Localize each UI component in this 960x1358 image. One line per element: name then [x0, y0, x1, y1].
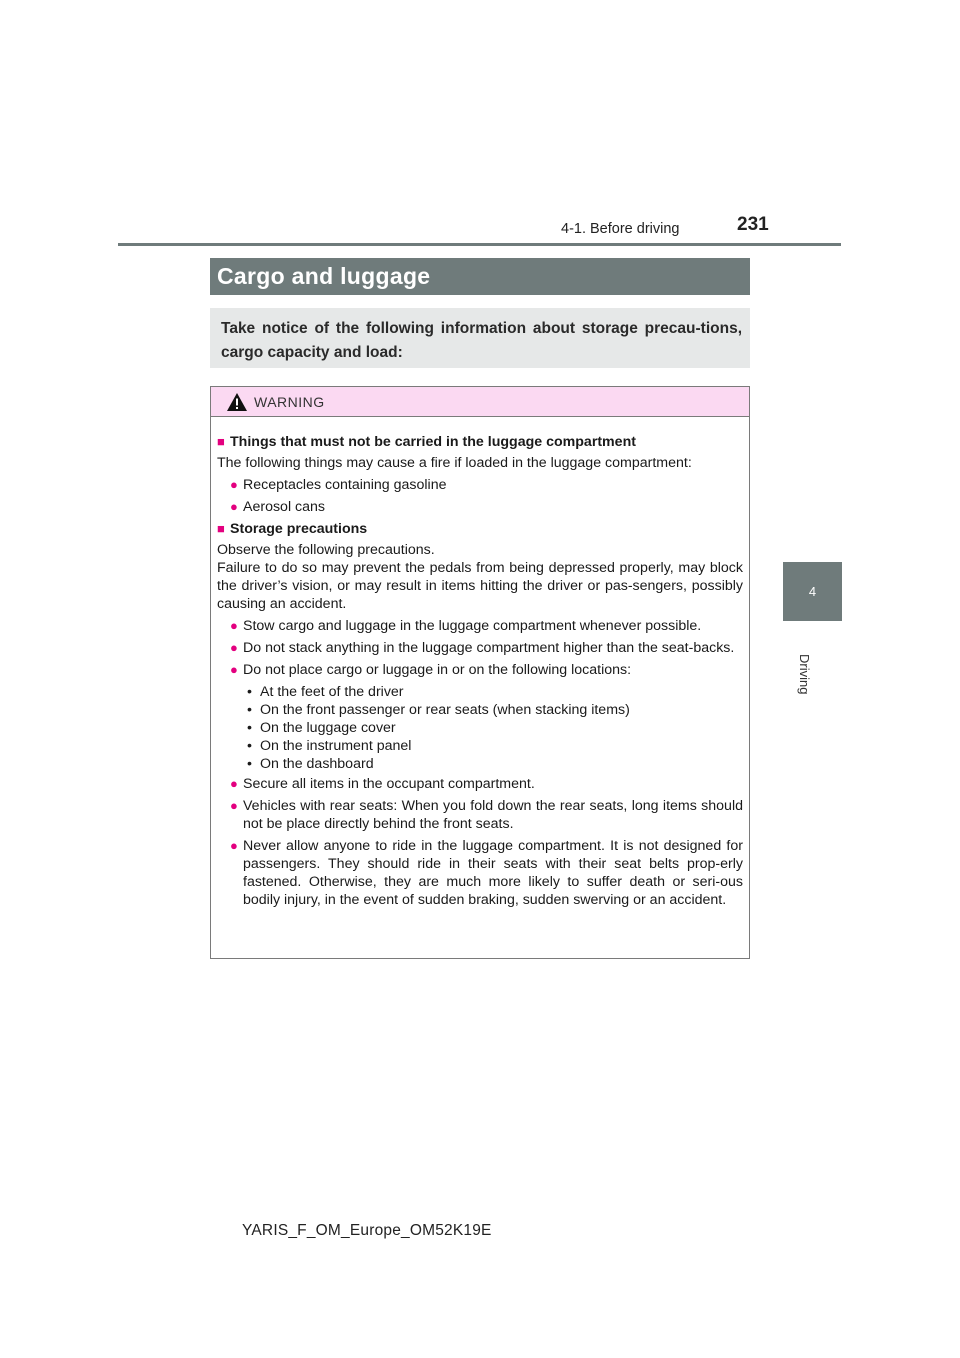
circle-bullet-icon: ●: [230, 640, 238, 655]
intro-text: Take notice of the following information about storage precau-tions, cargo capacity and load:: [221, 320, 742, 361]
paragraph: Failure to do so may prevent the pedals from being depressed properly, may block the driver’s vision, or may result in items hitting the driver or pas-sengers, possibly causing an accident.: [217, 560, 743, 612]
warning-header: [211, 387, 749, 417]
page-title: Cargo and luggage: [210, 258, 750, 295]
sub-list-item: • At the feet of the driver: [247, 684, 404, 700]
warning-body: [211, 417, 749, 909]
list-item: ● Stow cargo and luggage in the luggage compartment whenever possible.: [230, 618, 702, 634]
section-heading: ■ Storage precautions: [217, 521, 368, 537]
sub-list-item: • On the luggage cover: [247, 720, 396, 736]
circle-bullet-icon: ●: [230, 798, 238, 813]
intro-box: [210, 308, 750, 368]
list-item: ● Receptacles containing gasoline: [230, 477, 447, 493]
paragraph: The following things may cause a fire if loaded in the luggage compartment:: [217, 455, 692, 471]
sub-list-item: • On the instrument panel: [247, 738, 412, 754]
list-item: ● Never allow anyone to ride in the luggage compartment. It is not designed for passengers. They should ride in their seats with their seat belts prop-erly fastened. Otherwise, they are much more likely to suffer death or seri-ous bodily injury, in the event of sudden braking, sudden swerving or an accident.: [230, 838, 743, 908]
circle-bullet-icon: ●: [230, 776, 238, 791]
list-item: ● Do not stack anything in the luggage compartment higher than the seat-backs.: [230, 640, 735, 656]
list-item: ● Secure all items in the occupant compartment.: [230, 776, 535, 792]
sub-list-item: • On the front passenger or rear seats (when stacking items): [247, 702, 630, 718]
warning-triangle-icon: [226, 392, 248, 412]
square-bullet-icon: ■: [217, 521, 225, 536]
section-title: 4-1. Before driving: [561, 221, 680, 237]
warning-box: [210, 386, 750, 959]
circle-bullet-icon: ●: [230, 662, 238, 677]
list-item: ● Do not place cargo or luggage in or on the following locations:: [230, 662, 632, 678]
circle-bullet-icon: ●: [230, 477, 238, 492]
chapter-tab[interactable]: [783, 562, 842, 621]
circle-bullet-icon: ●: [230, 618, 238, 633]
warning-label: WARNING: [254, 393, 325, 410]
header-rule: [118, 243, 841, 246]
section-heading: ■ Things that must not be carried in the luggage compartment: [217, 434, 636, 450]
circle-bullet-icon: ●: [230, 499, 238, 514]
circle-bullet-icon: ●: [230, 838, 238, 853]
page-number: 231: [737, 214, 769, 235]
paragraph: Observe the following precautions.: [217, 542, 435, 558]
document-id-footer: YARIS_F_OM_Europe_OM52K19E: [242, 1222, 492, 1239]
chapter-number: 4: [808, 584, 817, 599]
chapter-label: Driving: [797, 654, 812, 695]
sub-list-item: • On the dashboard: [247, 756, 374, 772]
list-item: ● Vehicles with rear seats: When you fold down the rear seats, long items should not be place directly behind the front seats.: [230, 798, 743, 832]
square-bullet-icon: ■: [217, 434, 225, 449]
list-item: ● Aerosol cans: [230, 499, 326, 515]
location-list: [247, 683, 743, 773]
